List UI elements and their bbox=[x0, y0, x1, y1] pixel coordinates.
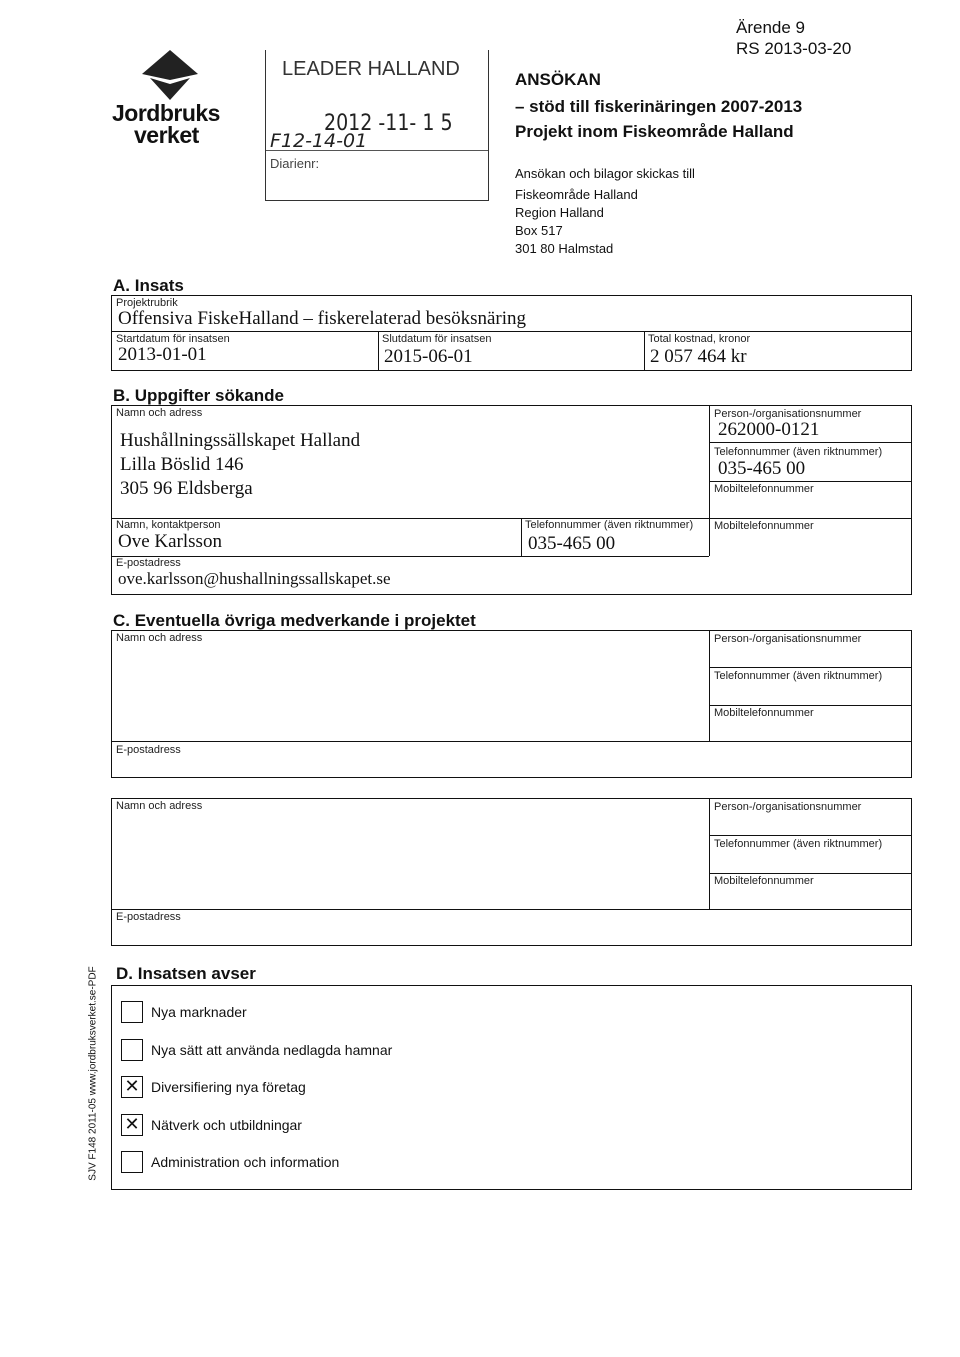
phone-label: Telefonnummer (även riktnummer) bbox=[714, 446, 883, 458]
checkbox-nedlagda-hamnar[interactable] bbox=[121, 1039, 143, 1061]
participant2-phone-label: Telefonnummer (även riktnummer) bbox=[714, 838, 883, 850]
participant2-email-label: E-postadress bbox=[116, 911, 181, 923]
section-a-box bbox=[111, 295, 912, 371]
address-line4: 301 80 Halmstad bbox=[515, 241, 614, 256]
applicant-name-line3[interactable]: 305 96 Eldsberga bbox=[120, 478, 253, 499]
address-line1: Fiskeområde Halland bbox=[515, 187, 638, 202]
case-reference: RS 2013-03-20 bbox=[736, 39, 852, 58]
contact-name-label: Namn, kontaktperson bbox=[116, 519, 221, 531]
participant1-name-label: Namn och adress bbox=[116, 632, 203, 644]
orgnr-field[interactable]: 262000-0121 bbox=[718, 419, 820, 440]
participant1-orgnr-label: Person-/organisationsnummer bbox=[714, 633, 862, 645]
form-title: ANSÖKAN bbox=[515, 70, 601, 89]
logo-text-line2: verket bbox=[134, 122, 199, 148]
applicant-name-label: Namn och adress bbox=[116, 407, 203, 419]
participant2-orgnr-label: Person-/organisationsnummer bbox=[714, 801, 862, 813]
stamp-date: 2012 -11- 1 5 bbox=[324, 110, 453, 136]
participant-box-2 bbox=[111, 798, 912, 946]
participant2-mobile-label: Mobiltelefonnummer bbox=[714, 875, 814, 887]
end-date-field[interactable]: 2015-06-01 bbox=[384, 346, 473, 367]
section-c-heading: C. Eventuella övriga medverkande i projektet bbox=[113, 611, 476, 630]
section-b-heading: B. Uppgifter sökande bbox=[113, 386, 284, 405]
stamp-reference: F12-14-01 bbox=[270, 130, 368, 152]
form-subtitle2: Projekt inom Fiskeområde Halland bbox=[515, 122, 794, 141]
checkbox-administration[interactable] bbox=[121, 1151, 143, 1173]
option-label: Administration och information bbox=[151, 1154, 340, 1170]
participant1-email-label: E-postadress bbox=[116, 744, 181, 756]
contact-phone-label: Telefonnummer (även riktnummer) bbox=[525, 519, 694, 531]
logo-mark-icon bbox=[140, 50, 200, 102]
applicant-name-line1[interactable]: Hushållningssällskapet Halland bbox=[120, 430, 361, 451]
start-date-field[interactable]: 2013-01-01 bbox=[118, 344, 207, 365]
option-label: Nya marknader bbox=[151, 1004, 247, 1020]
stamp-org: LEADER HALLAND bbox=[282, 58, 460, 80]
contact-phone-field[interactable]: 035-465 00 bbox=[528, 533, 616, 554]
orgnr-label: Person-/organisationsnummer bbox=[714, 408, 862, 420]
checkbox-nya-marknader[interactable] bbox=[121, 1001, 143, 1023]
end-date-label: Slutdatum för insatsen bbox=[382, 333, 492, 345]
contact-mobile-label: Mobiltelefonnummer bbox=[714, 520, 814, 532]
case-number: Ärende 9 bbox=[736, 18, 805, 37]
registration-stamp bbox=[265, 50, 489, 201]
participant1-phone-label: Telefonnummer (även riktnummer) bbox=[714, 670, 883, 682]
email-label: E-postadress bbox=[116, 557, 181, 569]
option-label: Nya sätt att använda nedlagda hamnar bbox=[151, 1042, 393, 1058]
mobile-label: Mobiltelefonnummer bbox=[714, 483, 814, 495]
projektrubrik-field[interactable]: Offensiva FiskeHalland – fiskerelaterad besöksnäring bbox=[118, 308, 527, 329]
projektrubrik-label: Projektrubrik bbox=[116, 297, 178, 309]
total-cost-label: Total kostnad, kronor bbox=[648, 333, 751, 345]
participant2-name-label: Namn och adress bbox=[116, 800, 203, 812]
participant-box-1 bbox=[111, 630, 912, 778]
logo bbox=[112, 50, 232, 150]
checkbox-diversifiering[interactable]: ✕ bbox=[121, 1076, 143, 1098]
option-label: Nätverk och utbildningar bbox=[151, 1117, 302, 1133]
applicant-name-line2[interactable]: Lilla Böslid 146 bbox=[120, 454, 244, 475]
form-subtitle1: – stöd till fiskerinäringen 2007-2013 bbox=[515, 97, 803, 116]
stamp-label: Diarienr: bbox=[270, 156, 320, 171]
section-d-heading: D. Insatsen avser bbox=[116, 964, 256, 983]
start-date-label: Startdatum för insatsen bbox=[116, 333, 230, 345]
side-form-id: SJV F148 2011-05 www.jordbruksverket.se-PDF bbox=[87, 966, 99, 1181]
address-line3: Box 517 bbox=[515, 223, 563, 238]
contact-name-field[interactable]: Ove Karlsson bbox=[118, 531, 222, 552]
participant1-mobile-label: Mobiltelefonnummer bbox=[714, 707, 814, 719]
address-line2: Region Halland bbox=[515, 205, 604, 220]
option-label: Diversifiering nya företag bbox=[151, 1079, 306, 1095]
total-cost-field[interactable]: 2 057 464 kr bbox=[650, 346, 747, 367]
section-a-heading: A. Insats bbox=[113, 276, 184, 295]
logo-text-line1: Jordbruks bbox=[112, 100, 220, 126]
address-intro: Ansökan och bilagor skickas till bbox=[515, 166, 695, 181]
checkbox-natverk[interactable]: ✕ bbox=[121, 1114, 143, 1136]
phone-field[interactable]: 035-465 00 bbox=[718, 458, 806, 479]
email-field[interactable]: ove.karlsson@hushallningssallskapet.se bbox=[118, 569, 391, 588]
